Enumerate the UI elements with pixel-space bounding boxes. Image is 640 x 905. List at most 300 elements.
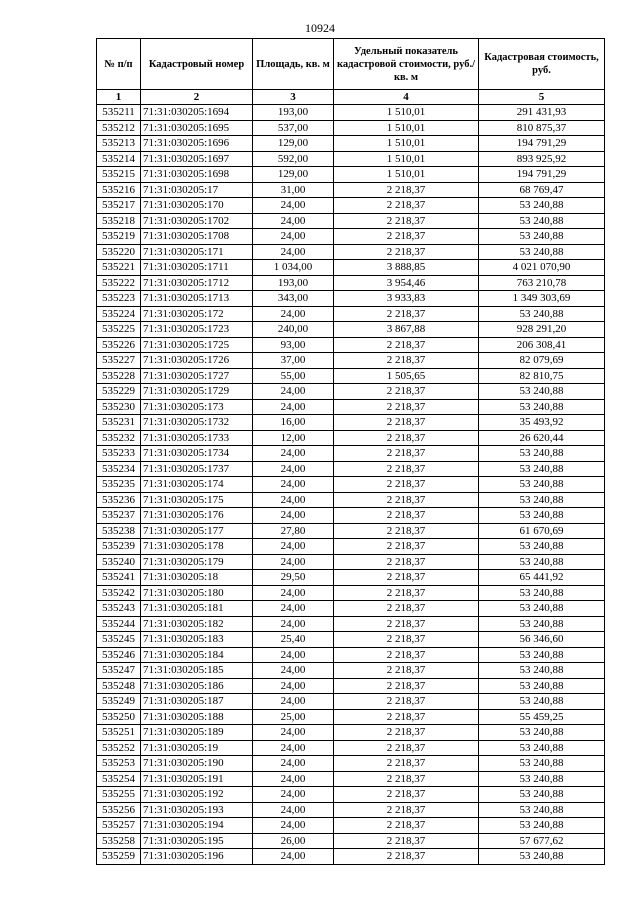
unit-value-cell: 3 888,85 [334,260,479,276]
cadastral-number-cell: 71:31:030205:193 [141,802,253,818]
row-number-cell: 535232 [97,430,141,446]
cadastral-number-cell: 71:31:030205:179 [141,554,253,570]
row-number-cell: 535256 [97,802,141,818]
cadastral-number-cell: 71:31:030205:1696 [141,136,253,152]
area-cell: 24,00 [253,554,334,570]
row-number-cell: 535216 [97,182,141,198]
table-row [97,632,605,648]
table-row [97,415,605,431]
table-row [97,198,605,214]
row-number-cell: 535227 [97,353,141,369]
cadastral-number-cell: 71:31:030205:180 [141,585,253,601]
row-number-cell: 535243 [97,601,141,617]
unit-value-cell: 2 218,37 [334,353,479,369]
unit-value-cell: 2 218,37 [334,213,479,229]
cadastral-value-cell: 53 240,88 [479,399,605,415]
unit-value-cell: 2 218,37 [334,740,479,756]
row-number-cell: 535235 [97,477,141,493]
cadastral-value-cell: 53 240,88 [479,740,605,756]
cadastral-value-cell: 53 240,88 [479,678,605,694]
column-number-row [97,90,605,105]
area-cell: 24,00 [253,771,334,787]
cadastral-value-cell: 53 240,88 [479,663,605,679]
cadastral-number-cell: 71:31:030205:177 [141,523,253,539]
table-row [97,368,605,384]
cadastral-value-cell: 53 240,88 [479,477,605,493]
cadastral-number-cell: 71:31:030205:171 [141,244,253,260]
cadastral-number-cell: 71:31:030205:1713 [141,291,253,307]
table-row [97,120,605,136]
area-cell: 25,40 [253,632,334,648]
table-row [97,833,605,849]
cadastral-value-cell: 928 291,20 [479,322,605,338]
cadastral-number-cell: 71:31:030205:196 [141,849,253,865]
row-number-cell: 535244 [97,616,141,632]
cadastral-number-cell: 71:31:030205:176 [141,508,253,524]
area-cell: 24,00 [253,492,334,508]
header-unit-value: Удельный показатель кадастровой стоимости, руб./кв. м [334,39,479,90]
unit-value-cell: 1 510,01 [334,120,479,136]
unit-value-cell: 2 218,37 [334,787,479,803]
cadastral-value-cell: 26 620,44 [479,430,605,446]
cadastral-number-cell: 71:31:030205:1711 [141,260,253,276]
area-cell: 24,00 [253,601,334,617]
cadastral-value-cell: 53 240,88 [479,585,605,601]
table-row [97,260,605,276]
cadastral-value-cell: 53 240,88 [479,802,605,818]
row-number-cell: 535253 [97,756,141,772]
cadastral-number-cell: 71:31:030205:1727 [141,368,253,384]
header-cadastral-number: Кадастровый номер [141,39,253,90]
cadastral-number-cell: 71:31:030205:19 [141,740,253,756]
unit-value-cell: 1 505,65 [334,368,479,384]
unit-value-cell: 1 510,01 [334,105,479,121]
area-cell: 24,00 [253,306,334,322]
unit-value-cell: 2 218,37 [334,477,479,493]
unit-value-cell: 2 218,37 [334,678,479,694]
cadastral-number-cell: 71:31:030205:183 [141,632,253,648]
unit-value-cell: 2 218,37 [334,539,479,555]
table-row [97,105,605,121]
unit-value-cell: 2 218,37 [334,446,479,462]
table-row [97,244,605,260]
table-row [97,275,605,291]
row-number-cell: 535237 [97,508,141,524]
unit-value-cell: 2 218,37 [334,570,479,586]
unit-value-cell: 2 218,37 [334,663,479,679]
cadastral-value-cell: 206 308,41 [479,337,605,353]
table-row [97,151,605,167]
area-cell: 24,00 [253,694,334,710]
column-number: 2 [141,90,253,105]
unit-value-cell: 1 510,01 [334,136,479,152]
table-body [97,105,605,865]
row-number-cell: 535228 [97,368,141,384]
row-number-cell: 535212 [97,120,141,136]
cadastral-value-cell: 4 021 070,90 [479,260,605,276]
table-row [97,182,605,198]
row-number-cell: 535251 [97,725,141,741]
cadastral-value-cell: 53 240,88 [479,616,605,632]
unit-value-cell: 2 218,37 [334,756,479,772]
row-number-cell: 535221 [97,260,141,276]
cadastral-value-cell: 53 240,88 [479,213,605,229]
table-row [97,446,605,462]
unit-value-cell: 2 218,37 [334,709,479,725]
table-row [97,709,605,725]
area-cell: 240,00 [253,322,334,338]
cadastral-value-cell: 35 493,92 [479,415,605,431]
row-number-cell: 535238 [97,523,141,539]
cadastral-number-cell: 71:31:030205:1698 [141,167,253,183]
cadastral-value-cell: 57 677,62 [479,833,605,849]
cadastral-value-cell: 82 810,75 [479,368,605,384]
cadastral-value-cell: 53 240,88 [479,198,605,214]
table-row [97,694,605,710]
row-number-cell: 535225 [97,322,141,338]
area-cell: 24,00 [253,663,334,679]
cadastral-value-cell: 53 240,88 [479,771,605,787]
cadastral-number-cell: 71:31:030205:185 [141,663,253,679]
row-number-cell: 535218 [97,213,141,229]
table-row [97,384,605,400]
cadastral-number-cell: 71:31:030205:182 [141,616,253,632]
cadastral-value-cell: 53 240,88 [479,554,605,570]
cadastral-number-cell: 71:31:030205:1712 [141,275,253,291]
cadastral-number-cell: 71:31:030205:1694 [141,105,253,121]
cadastral-number-cell: 71:31:030205:1708 [141,229,253,245]
unit-value-cell: 2 218,37 [334,198,479,214]
cadastral-value-cell: 1 349 303,69 [479,291,605,307]
row-number-cell: 535247 [97,663,141,679]
cadastral-number-cell: 71:31:030205:1695 [141,120,253,136]
cadastral-value-cell: 53 240,88 [479,384,605,400]
cadastral-value-cell: 53 240,88 [479,446,605,462]
table-row [97,818,605,834]
area-cell: 24,00 [253,229,334,245]
cadastral-number-cell: 71:31:030205:192 [141,787,253,803]
cadastral-value-cell: 194 791,29 [479,136,605,152]
area-cell: 24,00 [253,756,334,772]
column-number: 1 [97,90,141,105]
unit-value-cell: 2 218,37 [334,802,479,818]
unit-value-cell: 2 218,37 [334,384,479,400]
cadastral-value-cell: 55 459,25 [479,709,605,725]
area-cell: 16,00 [253,415,334,431]
unit-value-cell: 2 218,37 [334,337,479,353]
area-cell: 193,00 [253,105,334,121]
area-cell: 24,00 [253,508,334,524]
row-number-cell: 535245 [97,632,141,648]
area-cell: 24,00 [253,198,334,214]
area-cell: 24,00 [253,399,334,415]
table-row [97,771,605,787]
row-number-cell: 535220 [97,244,141,260]
cadastral-value-cell: 194 791,29 [479,167,605,183]
area-cell: 24,00 [253,849,334,865]
cadastral-value-cell: 56 346,60 [479,632,605,648]
cadastral-number-cell: 71:31:030205:1723 [141,322,253,338]
unit-value-cell: 2 218,37 [334,554,479,570]
table-row [97,291,605,307]
row-number-cell: 535231 [97,415,141,431]
table-row [97,802,605,818]
area-cell: 26,00 [253,833,334,849]
cadastral-number-cell: 71:31:030205:172 [141,306,253,322]
row-number-cell: 535217 [97,198,141,214]
unit-value-cell: 2 218,37 [334,508,479,524]
area-cell: 24,00 [253,384,334,400]
row-number-cell: 535222 [97,275,141,291]
table-row [97,554,605,570]
row-number-cell: 535248 [97,678,141,694]
unit-value-cell: 2 218,37 [334,616,479,632]
cadastral-value-cell: 61 670,69 [479,523,605,539]
cadastral-value-cell: 53 240,88 [479,229,605,245]
cadastral-number-cell: 71:31:030205:1702 [141,213,253,229]
table-row [97,740,605,756]
cadastral-value-table [96,38,605,865]
unit-value-cell: 2 218,37 [334,430,479,446]
cadastral-number-cell: 71:31:030205:188 [141,709,253,725]
unit-value-cell: 2 218,37 [334,229,479,245]
area-cell: 24,00 [253,461,334,477]
unit-value-cell: 2 218,37 [334,399,479,415]
row-number-cell: 535259 [97,849,141,865]
area-cell: 537,00 [253,120,334,136]
cadastral-number-cell: 71:31:030205:1697 [141,151,253,167]
cadastral-number-cell: 71:31:030205:17 [141,182,253,198]
cadastral-number-cell: 71:31:030205:1733 [141,430,253,446]
unit-value-cell: 2 218,37 [334,771,479,787]
row-number-cell: 535211 [97,105,141,121]
table-row [97,663,605,679]
unit-value-cell: 2 218,37 [334,694,479,710]
header-cadastral-value: Кадастровая стоимость, руб. [479,39,605,90]
cadastral-number-cell: 71:31:030205:186 [141,678,253,694]
area-cell: 31,00 [253,182,334,198]
table-row [97,213,605,229]
unit-value-cell: 2 218,37 [334,461,479,477]
area-cell: 24,00 [253,585,334,601]
area-cell: 24,00 [253,477,334,493]
unit-value-cell: 2 218,37 [334,849,479,865]
area-cell: 24,00 [253,787,334,803]
table-row [97,849,605,865]
area-cell: 24,00 [253,213,334,229]
cadastral-value-cell: 65 441,92 [479,570,605,586]
unit-value-cell: 2 218,37 [334,585,479,601]
cadastral-number-cell: 71:31:030205:1732 [141,415,253,431]
cadastral-value-cell: 763 210,78 [479,275,605,291]
cadastral-value-cell: 53 240,88 [479,244,605,260]
area-cell: 24,00 [253,446,334,462]
row-number-cell: 535219 [97,229,141,245]
unit-value-cell: 2 218,37 [334,647,479,663]
unit-value-cell: 1 510,01 [334,151,479,167]
unit-value-cell: 2 218,37 [334,415,479,431]
unit-value-cell: 1 510,01 [334,167,479,183]
unit-value-cell: 2 218,37 [334,306,479,322]
table-row [97,523,605,539]
row-number-cell: 535229 [97,384,141,400]
row-number-cell: 535255 [97,787,141,803]
row-number-cell: 535223 [97,291,141,307]
cadastral-value-cell: 53 240,88 [479,694,605,710]
header-number: № п/п [97,39,141,90]
cadastral-number-cell: 71:31:030205:195 [141,833,253,849]
cadastral-value-cell: 53 240,88 [479,647,605,663]
cadastral-value-cell: 53 240,88 [479,756,605,772]
header-row [97,39,605,90]
row-number-cell: 535241 [97,570,141,586]
table-row [97,492,605,508]
row-number-cell: 535226 [97,337,141,353]
unit-value-cell: 2 218,37 [334,818,479,834]
area-cell: 27,80 [253,523,334,539]
table-row [97,399,605,415]
table-row [97,167,605,183]
area-cell: 24,00 [253,818,334,834]
cadastral-number-cell: 71:31:030205:194 [141,818,253,834]
cadastral-number-cell: 71:31:030205:190 [141,756,253,772]
unit-value-cell: 2 218,37 [334,523,479,539]
row-number-cell: 535224 [97,306,141,322]
area-cell: 129,00 [253,167,334,183]
cadastral-value-cell: 893 925,92 [479,151,605,167]
table-row [97,461,605,477]
row-number-cell: 535240 [97,554,141,570]
column-number: 3 [253,90,334,105]
row-number-cell: 535215 [97,167,141,183]
cadastral-number-cell: 71:31:030205:1726 [141,353,253,369]
unit-value-cell: 3 867,88 [334,322,479,338]
cadastral-number-cell: 71:31:030205:191 [141,771,253,787]
cadastral-number-cell: 71:31:030205:175 [141,492,253,508]
cadastral-number-cell: 71:31:030205:1737 [141,461,253,477]
cadastral-value-cell: 82 079,69 [479,353,605,369]
unit-value-cell: 2 218,37 [334,833,479,849]
cadastral-value-cell: 53 240,88 [479,539,605,555]
cadastral-value-cell: 53 240,88 [479,818,605,834]
cadastral-value-cell: 53 240,88 [479,492,605,508]
unit-value-cell: 2 218,37 [334,182,479,198]
row-number-cell: 535239 [97,539,141,555]
area-cell: 24,00 [253,647,334,663]
row-number-cell: 535213 [97,136,141,152]
area-cell: 55,00 [253,368,334,384]
unit-value-cell: 2 218,37 [334,632,479,648]
table-row [97,678,605,694]
unit-value-cell: 3 933,83 [334,291,479,307]
table-row [97,477,605,493]
cadastral-value-cell: 810 875,37 [479,120,605,136]
cadastral-value-cell: 53 240,88 [479,787,605,803]
table-row [97,539,605,555]
area-cell: 29,50 [253,570,334,586]
row-number-cell: 535246 [97,647,141,663]
row-number-cell: 535252 [97,740,141,756]
header-area: Площадь, кв. м [253,39,334,90]
cadastral-value-cell: 53 240,88 [479,306,605,322]
area-cell: 12,00 [253,430,334,446]
unit-value-cell: 3 954,46 [334,275,479,291]
table-row [97,725,605,741]
row-number-cell: 535236 [97,492,141,508]
row-number-cell: 535258 [97,833,141,849]
area-cell: 24,00 [253,725,334,741]
row-number-cell: 535254 [97,771,141,787]
row-number-cell: 535233 [97,446,141,462]
area-cell: 24,00 [253,244,334,260]
cadastral-value-cell: 68 769,47 [479,182,605,198]
area-cell: 343,00 [253,291,334,307]
cadastral-value-cell: 53 240,88 [479,849,605,865]
cadastral-number-cell: 71:31:030205:1734 [141,446,253,462]
table-row [97,585,605,601]
table-row [97,756,605,772]
cadastral-number-cell: 71:31:030205:181 [141,601,253,617]
table-row [97,136,605,152]
cadastral-number-cell: 71:31:030205:170 [141,198,253,214]
area-cell: 24,00 [253,740,334,756]
cadastral-value-cell: 53 240,88 [479,461,605,477]
table-row [97,601,605,617]
row-number-cell: 535230 [97,399,141,415]
table-row [97,306,605,322]
row-number-cell: 535249 [97,694,141,710]
cadastral-value-cell: 291 431,93 [479,105,605,121]
cadastral-number-cell: 71:31:030205:1725 [141,337,253,353]
table-row [97,647,605,663]
table-row [97,229,605,245]
cadastral-number-cell: 71:31:030205:1729 [141,384,253,400]
cadastral-number-cell: 71:31:030205:189 [141,725,253,741]
cadastral-number-cell: 71:31:030205:184 [141,647,253,663]
table-row [97,570,605,586]
cadastral-value-cell: 53 240,88 [479,508,605,524]
area-cell: 592,00 [253,151,334,167]
page-number: 10924 [305,21,335,35]
column-number: 5 [479,90,605,105]
area-cell: 129,00 [253,136,334,152]
cadastral-value-cell: 53 240,88 [479,725,605,741]
area-cell: 193,00 [253,275,334,291]
area-cell: 24,00 [253,802,334,818]
row-number-cell: 535214 [97,151,141,167]
table-row [97,787,605,803]
unit-value-cell: 2 218,37 [334,725,479,741]
area-cell: 24,00 [253,539,334,555]
area-cell: 37,00 [253,353,334,369]
cadastral-number-cell: 71:31:030205:178 [141,539,253,555]
unit-value-cell: 2 218,37 [334,601,479,617]
table-row [97,353,605,369]
row-number-cell: 535257 [97,818,141,834]
cadastral-number-cell: 71:31:030205:187 [141,694,253,710]
area-cell: 24,00 [253,616,334,632]
row-number-cell: 535242 [97,585,141,601]
table-row [97,337,605,353]
area-cell: 1 034,00 [253,260,334,276]
cadastral-number-cell: 71:31:030205:174 [141,477,253,493]
column-number: 4 [334,90,479,105]
area-cell: 93,00 [253,337,334,353]
unit-value-cell: 2 218,37 [334,244,479,260]
table-row [97,430,605,446]
table-row [97,322,605,338]
cadastral-number-cell: 71:31:030205:18 [141,570,253,586]
